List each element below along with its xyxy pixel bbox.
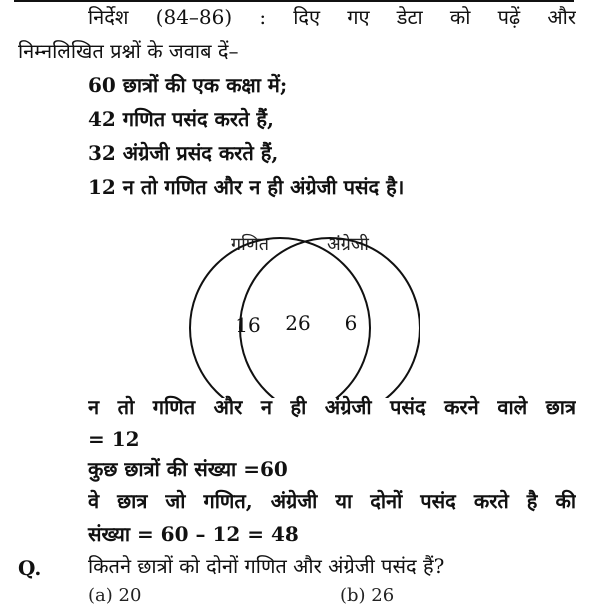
venn-value-both: 26 bbox=[285, 311, 311, 335]
solution-line-5: संख्या = 60 – 12 = 48 bbox=[88, 522, 299, 546]
venn-circle-english bbox=[240, 238, 420, 398]
directions-line-2: निम्नलिखित प्रश्नों के जवाब दें– bbox=[18, 39, 239, 63]
venn-label-math: गणित bbox=[230, 234, 270, 255]
fact-english-likers: 32 अंग्रेजी प्रसंद करते हैं, bbox=[88, 141, 279, 165]
solution-line-4: वे छात्र जो गणित, अंग्रेजी या दोनों पसंद करते है की bbox=[88, 489, 576, 513]
fact-total-students: 60 छात्रों की एक कक्षा में; bbox=[88, 73, 288, 97]
question-text: कितने छात्रों को दोनों गणित और अंग्रेजी पसंद हैं? bbox=[88, 554, 445, 578]
option-a-partial: (a) 20 bbox=[88, 585, 142, 606]
venn-value-english-only: 6 bbox=[344, 311, 358, 335]
question-label: Q. bbox=[18, 556, 42, 580]
fact-neither: 12 न तो गणित और न ही अंग्रेजी पसंद है। bbox=[88, 175, 405, 199]
solution-line-1: न तो गणित और न ही अंग्रेजी पसंद करने वाले छात्र bbox=[88, 395, 576, 419]
venn-diagram bbox=[180, 228, 420, 398]
venn-label-english: अंग्रेजी bbox=[327, 234, 369, 255]
venn-circle-math bbox=[190, 238, 370, 398]
solution-line-2: = 12 bbox=[88, 427, 140, 451]
venn-value-math-only: 16 bbox=[235, 313, 261, 337]
option-b-partial: (b) 26 bbox=[340, 585, 395, 606]
fact-math-likers: 42 गणित पसंद करते हैं, bbox=[88, 107, 275, 131]
solution-line-3: कुछ छात्रों की संख्या =60 bbox=[88, 457, 288, 481]
directions-line-1: निर्देश (84–86) : दिए गए डेटा को पढ़ें और bbox=[88, 5, 576, 29]
top-border-rule bbox=[14, 0, 574, 2]
